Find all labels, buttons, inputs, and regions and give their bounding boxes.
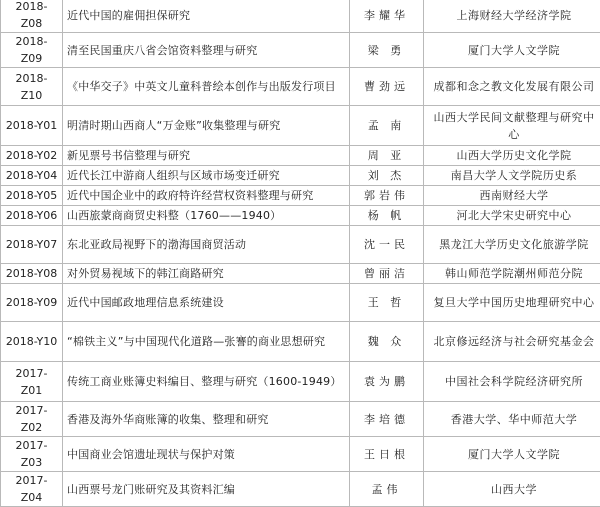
- table-row: [1, 146, 600, 166]
- project-lead-cell: 郭岩伟: [350, 186, 424, 206]
- project-code-cell: 2018-Y07: [1, 226, 63, 264]
- project-code-cell: 2017-Z02: [1, 402, 63, 437]
- project-code-cell: 2018-Z09: [1, 33, 63, 68]
- project-org-cell: 南昌大学人文学院历史系: [424, 166, 600, 186]
- project-title-cell: 山西旅蒙商商贸史料整（1760——1940）: [63, 206, 350, 226]
- project-org-cell: 山西大学历史文化学院: [424, 146, 600, 166]
- project-code-cell: 2018-Z08: [1, 0, 63, 33]
- project-table-body: [1, 0, 600, 507]
- project-lead-cell: 刘 杰: [350, 166, 424, 186]
- table-row: [1, 284, 600, 322]
- project-title-cell: 近代中国邮政地理信息系统建设: [63, 284, 350, 322]
- project-org-cell: 黑龙江大学历史文化旅游学院: [424, 226, 600, 264]
- project-lead-cell: 李培德: [350, 402, 424, 437]
- table-row: [1, 33, 600, 68]
- project-title-cell: 东北亚政局视野下的渤海国商贸活动: [63, 226, 350, 264]
- table-row: [1, 437, 600, 472]
- table-row: [1, 186, 600, 206]
- project-title-cell: 近代中国企业中的政府特许经营权资料整理与研究: [63, 186, 350, 206]
- table-row: [1, 322, 600, 362]
- project-code-cell: 2018-Y02: [1, 146, 63, 166]
- project-code-cell: 2018-Z10: [1, 68, 63, 106]
- project-lead-cell: 周 亚: [350, 146, 424, 166]
- project-org-cell: 上海财经大学经济学院: [424, 0, 600, 33]
- project-org-cell: 山西大学民间文献整理与研究中心: [424, 106, 600, 146]
- table-row: [1, 362, 600, 402]
- project-title-cell: 山西票号龙门账研究及其资料汇编: [63, 472, 350, 507]
- project-lead-cell: 孟伟: [350, 472, 424, 507]
- project-lead-cell: 袁为鹏: [350, 362, 424, 402]
- table-row: [1, 206, 600, 226]
- project-lead-cell: 王日根: [350, 437, 424, 472]
- project-code-cell: 2018-Y08: [1, 264, 63, 284]
- project-org-cell: 韩山师范学院潮州师范分院: [424, 264, 600, 284]
- project-lead-cell: 孟 南: [350, 106, 424, 146]
- project-title-cell: 传统工商业账簿史料编目、整理与研究（1600-1949）: [63, 362, 350, 402]
- project-org-cell: 中国社会科学院经济研究所: [424, 362, 600, 402]
- project-code-cell: 2017-Z01: [1, 362, 63, 402]
- project-title-cell: 对外贸易视域下的韩江商路研究: [63, 264, 350, 284]
- project-org-cell: 河北大学宋史研究中心: [424, 206, 600, 226]
- project-title-cell: “棉铁主义”与中国现代化道路—张謇的商业思想研究: [63, 322, 350, 362]
- project-title-cell: 近代中国的雇佣担保研究: [63, 0, 350, 33]
- project-title-cell: 新见票号书信整理与研究: [63, 146, 350, 166]
- table-row: [1, 106, 600, 146]
- project-lead-cell: 魏 众: [350, 322, 424, 362]
- project-code-cell: 2018-Y09: [1, 284, 63, 322]
- project-title-cell: 香港及海外华商账簿的收集、整理和研究: [63, 402, 350, 437]
- project-lead-cell: 李耀华: [350, 0, 424, 33]
- table-row: [1, 0, 600, 33]
- project-lead-cell: 曾丽洁: [350, 264, 424, 284]
- table-row: [1, 402, 600, 437]
- project-title-cell: 《中华交子》中英文儿童科普绘本创作与出版发行项目: [63, 68, 350, 106]
- project-title-cell: 明清时期山西商人“万金账”收集整理与研究: [63, 106, 350, 146]
- project-org-cell: 厦门大学人文学院: [424, 33, 600, 68]
- project-org-cell: 西南财经大学: [424, 186, 600, 206]
- table-row: [1, 226, 600, 264]
- table-row: [1, 264, 600, 284]
- project-title-cell: 近代长江中游商人组织与区域市场变迁研究: [63, 166, 350, 186]
- project-org-cell: 复旦大学中国历史地理研究中心: [424, 284, 600, 322]
- table-row: [1, 68, 600, 106]
- project-lead-cell: 沈一民: [350, 226, 424, 264]
- project-code-cell: 2017-Z03: [1, 437, 63, 472]
- project-code-cell: 2017-Z04: [1, 472, 63, 507]
- project-title-cell: 清至民国重庆八省会馆资料整理与研究: [63, 33, 350, 68]
- project-lead-cell: 杨 帆: [350, 206, 424, 226]
- project-code-cell: 2018-Y01: [1, 106, 63, 146]
- project-org-cell: 厦门大学人文学院: [424, 437, 600, 472]
- project-org-cell: 成都和念之教文化发展有限公司: [424, 68, 600, 106]
- project-lead-cell: 王 哲: [350, 284, 424, 322]
- project-code-cell: 2018-Y05: [1, 186, 63, 206]
- table-row: [1, 166, 600, 186]
- table-row: [1, 472, 600, 507]
- project-title-cell: 中国商业会馆遗址现状与保护对策: [63, 437, 350, 472]
- project-org-cell: 北京修远经济与社会研究基金会: [424, 322, 600, 362]
- project-code-cell: 2018-Y10: [1, 322, 63, 362]
- project-org-cell: 山西大学: [424, 472, 600, 507]
- project-lead-cell: 梁 勇: [350, 33, 424, 68]
- project-code-cell: 2018-Y06: [1, 206, 63, 226]
- project-lead-cell: 曹劲远: [350, 68, 424, 106]
- project-org-cell: 香港大学、华中师范大学: [424, 402, 600, 437]
- project-code-cell: 2018-Y04: [1, 166, 63, 186]
